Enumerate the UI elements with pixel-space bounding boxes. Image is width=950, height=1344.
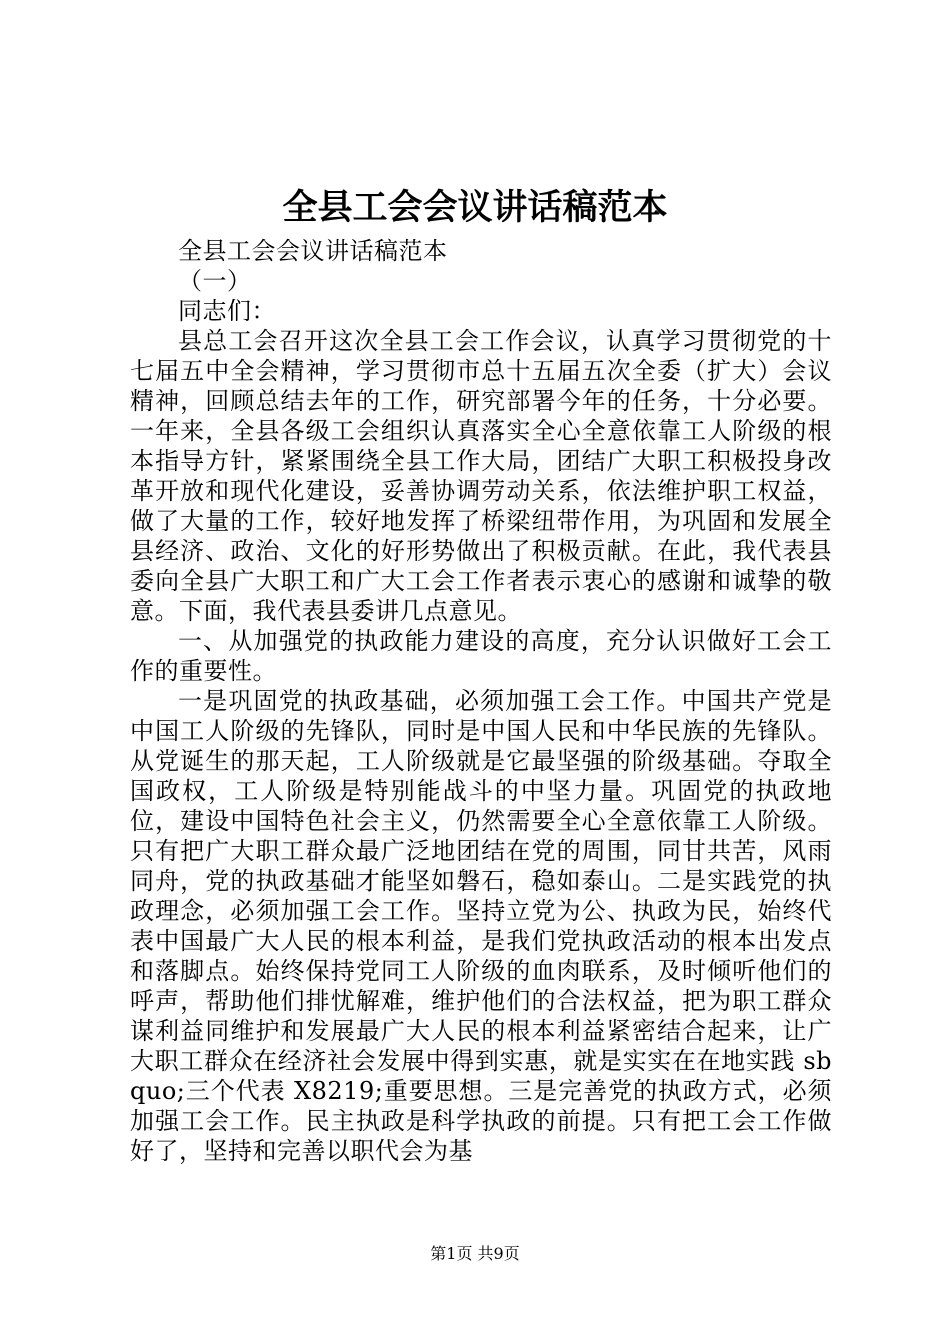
document-body xyxy=(130,236,832,1166)
section-number-paragraph: （一） xyxy=(178,267,252,295)
subtitle-paragraph: 全县工会会议讲话稿范本 xyxy=(178,237,448,265)
body-paragraph: 县总工会召开这次全县工会工作会议，认真学习贯彻党的十七届五中全会精神，学习贯彻市总十五届五次全委（扩大）会议精神，回顾总结去年的工作，研究部署今年的任务，十分必要。一年来，全县各级工会组织认真落实全心全意依靠工人阶级的根本指导方针，紧紧围绕全县工作大局，团结广大职工积极投身改革开放和现代化建设，妥善协调劳动关系，依法维护职工权益，做了大量的工作，较好地发挥了桥梁纽带作用，为巩固和发展全县经济、政治、文化的好形势做出了积极贡献。在此，我代表县委向全县广大职工和广大工会工作者表示衷心的感谢和诚挚的敬意。下面，我代表县委讲几点意见。 xyxy=(130,327,832,625)
body-paragraph: 一是巩固党的执政基础，必须加强工会工作。中国共产党是中国工人阶级的先锋队，同时是中国人民和中华民族的先锋队。从党诞生的那天起，工人阶级就是它最坚强的阶级基础。夺取全国政权，工人阶级是特别能战斗的中坚力量。巩固党的执政地位，建设中国特色社会主义，仍然需要全心全意依靠工人阶级。只有把广大职工群众最广泛地团结在党的周围，同甘共苦，风雨同舟，党的执政基础才能坚如磐石，稳如泰山。二是实践党的执政理念，必须加强工会工作。坚持立党为公、执政为民，始终代表中国最广大人民的根本利益，是我们党执政活动的根本出发点和落脚点。始终保持党同工人阶级的血肉联系，及时倾听他们的呼声，帮助他们排忧解难，维护他们的合法权益，把为职工群众谋利益同维护和发展最广大人民的根本利益紧密结合起来，让广大职工群众在经济社会发展中得到实惠，就是实实在在地实践 sbquo;三个代表 X8219;重要思想。三是完善党的执政方式，必须加强工会工作。民主执政是科学执政的前提。只有把工会工作做好了，坚持和完善以职代会为基 xyxy=(130,687,832,1165)
document-title: 全县工会会议讲话稿范本 xyxy=(282,187,668,228)
page-indicator: 第1页 共9页 xyxy=(430,1244,520,1263)
section-heading-paragraph: 一、从加强党的执政能力建设的高度，充分认识做好工会工作的重要性。 xyxy=(130,627,832,685)
salutation-paragraph: 同志们： xyxy=(178,297,276,325)
